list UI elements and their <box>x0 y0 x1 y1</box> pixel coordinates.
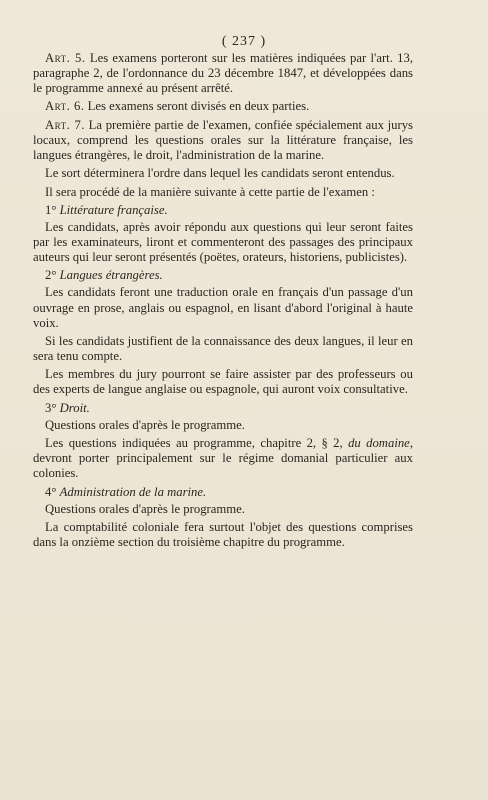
paragraph-art-5: Art. 5. Les examens porteront sur les matières indiquées par l'art. 13, paragraphe 2, de l'ordonnance du 23 décembre 1847, et développées dans le programme annexé au présent arrêté. <box>33 51 414 96</box>
paragraph-art-7: Art. 7. La première partie de l'examen, confiée spécialement aux jurys locaux, comprend les questions orales sur la littérature française, les langues étrangères, le droit, l'administration de la marine. <box>33 117 413 162</box>
paragraph: Les candidats feront une traduction orale en français d'un passage d'un ouvrage en prose, anglais ou espagnol, en lisant d'abord l'original à haute voix. <box>33 285 413 330</box>
article-label: Art. 6. <box>45 99 85 114</box>
paragraph: Si les candidats justifient de la connaissance des deux langues, il leur en sera tenu compte. <box>33 333 413 363</box>
paragraph: Les questions indiquées au programme, chapitre 2, § 2, du domaine, devront porter principalement sur le régime domanial particulier aux colonies. <box>33 436 413 481</box>
paragraph: Il sera procédé de la manière suivante à cette partie de l'examen : <box>45 184 375 199</box>
section-heading-4: 4° Administration de la marine. <box>45 484 207 499</box>
paragraph: Les candidats, après avoir répondu aux questions qui leur seront faites par les examinateurs, liront et commenteront des passages des principaux auteurs qui leur seront présentés (poëtes, orateurs, historiens, publicistes). <box>33 219 413 265</box>
paragraph: Les membres du jury pourront se faire assister par des professeurs ou des experts de langue anglaise ou espagnole, qui auront voix consultative. <box>33 367 413 397</box>
page-number: ( 237 ) <box>221 34 267 49</box>
paragraph: La comptabilité coloniale fera surtout l'objet des questions comprises dans la onzième section du troisième chapitre du programme. <box>33 519 413 549</box>
paragraph-art-6: Art. 6. Les examens seront divisés en deux parties. <box>45 99 310 114</box>
article-label: Art. 7. <box>45 117 85 132</box>
paragraph: Le sort déterminera l'ordre dans lequel les candidats seront entendus. <box>45 166 395 181</box>
section-heading-2: 2° Langues étrangères. <box>45 268 163 283</box>
section-heading-1: 1° Littérature française. <box>45 202 168 217</box>
body-text <box>33 51 413 553</box>
article-label: Art. 5. <box>45 51 86 65</box>
paragraph: Questions orales d'après le programme. <box>45 501 245 516</box>
section-heading-3: 3° Droit. <box>45 400 90 415</box>
paragraph: Questions orales d'après le programme. <box>45 417 245 432</box>
